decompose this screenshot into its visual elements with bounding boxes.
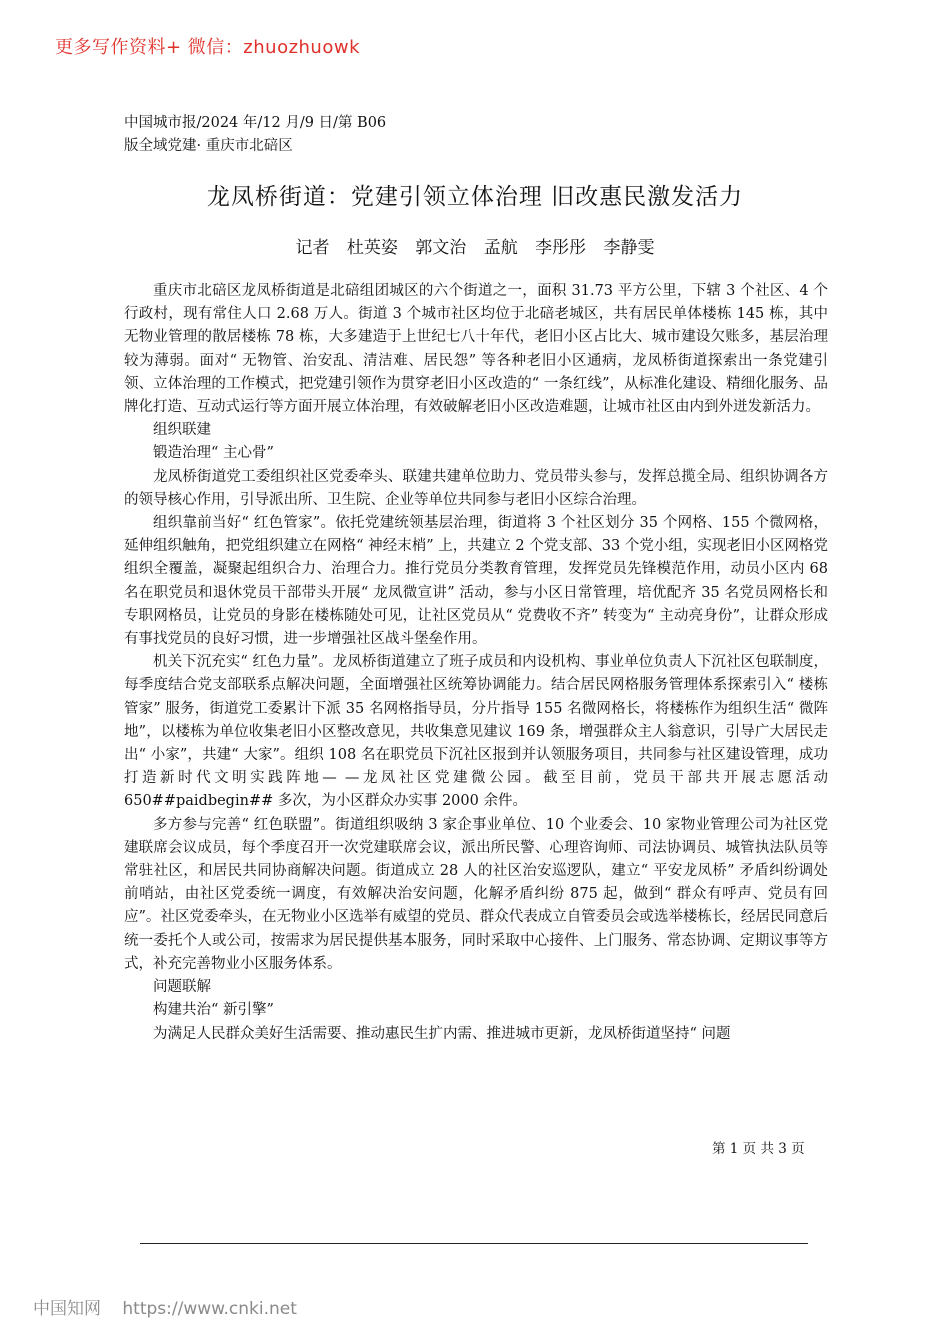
footer-divider <box>140 1243 808 1244</box>
section-subheading: 锻造治理“ 主心骨” <box>153 445 274 462</box>
source-info <box>124 112 386 158</box>
section-subheading: 构建共治“ 新引擎” <box>153 1002 274 1019</box>
cnki-watermark <box>33 1294 297 1319</box>
watermark-url: https://www.cnki.net <box>122 1299 297 1319</box>
paragraph: 机关下沉充实“ 红色力量”。龙凤桥街道建立了班子成员和内设机构、事业单位负责人下沉社区包联制度，每季度结合党支部联系点解决问题，全面增强社区统筹协调能力。结合居民网格服务管理体系探索引入“ 楼栋管家” 服务，街道党工委累计下派 35 名网格指导员，分片指导 155 名微网格长，将楼栋作为组织生活“ 微阵地”，以楼栋为单位收集老旧小区整改意见，共收集意见建议 169 条，增强群众主人翁意识，引导广大居民走出“ 小家”，共建“ 大家”。组织 108 名在职党员下沉社区报到并认领服务项目，共同参与社区建设管理，成功打造新时代文明实践阵地— —龙凤社区党建微公园。截至目前，党员干部共开展志愿活动 650##paidbegin## 多次，为小区群众办实事 2000 余件。 <box>124 654 828 810</box>
paragraph: 多方参与完善“ 红色联盟”。街道组织吸纳 3 家企事业单位、10 个业委会、10 家物业管理公司为社区党建联席会议成员，每个季度召开一次党建联席会议，派出所民警、心理咨询师、司法协调员、城管执法队员等常驻社区，和居民共同协商解决问题。街道成立 28 人的社区治安巡逻队，建立“ 平安龙凤桥” 矛盾纠纷调处前哨站，由社区党委统一调度，有效解决治安问题，化解矛盾纠纷 875 起，做到“ 群众有呼声、党员有回应”。社区党委牵头，在无物业小区选举有威望的党员、群众代表成立自管委员会或选举楼栋长，经居民同意后统一委托个人或公司，按需求为居民提供基本服务，同时采取中心接件、上门服务、常态协调、定期议事等方式，补充完善物业小区服务体系。 <box>124 816 828 972</box>
author-name: 杜英姿 <box>346 238 398 258</box>
author-name: 李静雯 <box>603 238 655 258</box>
source-line-1: 中国城市报/2024 年/12 月/9 日/第 B06 <box>124 115 387 131</box>
paragraph: 组织靠前当好“ 红色管家”。依托党建统领基层治理，街道将 3 个社区划分 35 个网格、155 个微网格，延伸组织触角，把党组织建立在网格“ 神经末梢” 上，共建立 2 个党支部、33 个党小组，实现老旧小区网格党组织全覆盖，凝聚起组织合力、治理合力。推行党员分类教育管理，发挥党员先锋模范作用，动员小区内 68 名在职党员和退休党员干部带头开展“ 龙凤微宣讲” 活动，参与小区日常管理，培优配齐 35 名党员网格长和专职网格员，让党员的身影在楼栋随处可见，让社区党员从“ 党费收不齐” 转变为“ 主动亮身份”，让群众形成有事找党员的良好习惯，进一步增强社区战斗堡垒作用。 <box>124 515 828 648</box>
page-number: 第 1 页 共 3 页 <box>712 1141 805 1157</box>
promo-banner: 更多写作资料+ 微信：zhuozhuowk <box>55 37 361 58</box>
article-body <box>124 280 828 1046</box>
author-name: 郭文治 <box>415 238 467 258</box>
author-name: 李彤彤 <box>535 238 587 258</box>
paragraph: 龙凤桥街道党工委组织社区党委牵头、联建共建单位助力、党员带头参与，发挥总揽全局、组织协调各方的领导核心作用，引导派出所、卫生院、企业等单位共同参与老旧小区综合治理。 <box>124 468 828 508</box>
author-line <box>0 233 950 258</box>
author-name: 孟航 <box>483 238 518 258</box>
paragraph: 为满足人民群众美好生活需要、推动惠民生扩内需、推进城市更新，龙凤桥街道坚持“ 问题 <box>153 1025 731 1042</box>
author-prefix: 记者 <box>295 238 330 258</box>
source-line-2: 版全域党建· 重庆市北碚区 <box>124 138 293 154</box>
paragraph-intro: 重庆市北碚区龙凤桥街道是北碚组团城区的六个街道之一，面积 31.73 平方公里，下辖 3 个社区、4 个行政村，现有常住人口 2.68 万人。街道 3 个城市社区均位于北碚老城区，共有居民单体楼栋 145 栋，其中无物业管理的散居楼栋 78 栋，大多建造于上世纪七八十年代，老旧小区占比大、城市建设欠账多，基层治理较为薄弱。面对“ 无物管、治安乱、清洁难、居民怨” 等各种老旧小区通病，龙凤桥街道探索出一条党建引领、立体治理的工作模式，把党建引领作为贯穿老旧小区改造的“ 一条红线”，从标准化建设、精细化服务、品牌化打造、互动式运行等方面开展立体治理，有效破解老旧小区改造难题，让城市社区由内到外迸发新活力。 <box>124 283 828 416</box>
section-heading: 问题联解 <box>153 979 211 996</box>
article-title: 龙凤桥街道：党建引领立体治理 旧改惠民激发活力 <box>206 184 744 210</box>
section-heading: 组织联建 <box>153 422 211 439</box>
watermark-brand: 中国知网 <box>33 1299 101 1319</box>
